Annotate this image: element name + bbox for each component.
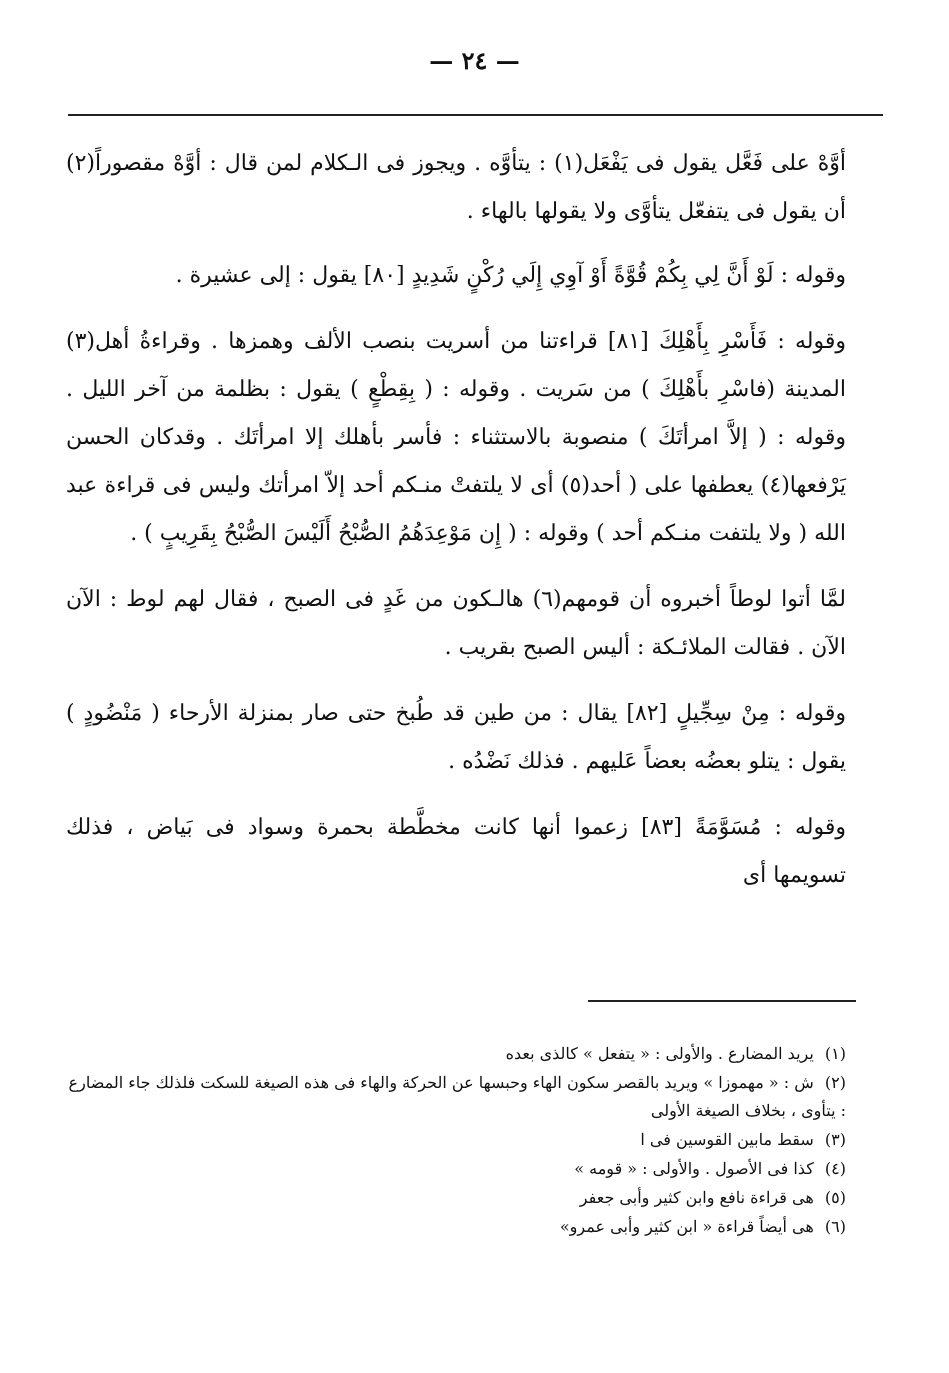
footnote-text: يريد المضارع . والأولى : « يتفعل » كالذى بعده	[505, 1044, 814, 1063]
footnote-text: ش : « مهموزا » ويريد بالقصر سكون الهاء وحبسها عن الحركة والهاء فى هذه الصيغة للسكت فلذلك جاء المضارع : يتأوى ، بخلاف الصيغة الأولى	[68, 1073, 846, 1120]
footnote-number: (٦)	[824, 1217, 846, 1236]
footnote	[66, 1040, 846, 1068]
paragraph: وقوله : مُسَوَّمَةً [٨٣] زعموا أنها كانت مخطَّطة بحمرة وسواد فى بَياض ، فذلك تسويمها أى	[66, 815, 846, 888]
footnote	[66, 1184, 846, 1212]
footnote-divider	[588, 1000, 856, 1002]
footnotes	[66, 1040, 846, 1242]
footnote-text: هى قراءة نافع وابن كثير وأبى جعفر	[579, 1188, 814, 1207]
page-number: — ٢٤ —	[429, 46, 520, 75]
footnote-number: (٤)	[824, 1159, 846, 1178]
main-text	[66, 140, 846, 918]
header-divider	[68, 114, 883, 116]
footnote	[66, 1213, 846, 1241]
footnote-number: (١)	[824, 1044, 846, 1063]
paragraph: وقوله : لَوْ أَنَّ لِي بِكُمْ قُوَّةً أَوْ آوِي إِلَي رُكْنٍ شَدِيدٍ [٨٠] يقول : إلى عشيرة .	[175, 263, 846, 288]
footnote-text: سقط مابين القوسين فى ا	[640, 1130, 814, 1149]
paragraph: أوَّهْ على فَعَّل يقول فى يَفْعَل(١) : يتأوَّه . ويجوز فى الـكلام لمن قال : أوَّهْ مقصوراً(٢) أن يقول فى يتفعّل يتأوَّى ولا يقولها بالهاء .	[66, 151, 846, 224]
footnote-text: كذا فى الأصول . والأولى : « قومه »	[574, 1159, 814, 1178]
footnote-number: (٣)	[824, 1130, 846, 1149]
footnote-number: (٢)	[824, 1073, 846, 1092]
paragraph: وقوله : فَأَسْرِ بِأَهْلِكَ [٨١] قراءتنا من أسريت بنصب الألف وهمزها . وقراءةُ أهل(٣) المدينة (فاسْرِ بأَهْلِكَ ) من سَريت . وقوله : ( بِقِطْعٍ ) يقول : بظلمة من آخر الليل . وقوله : ( إلاَّ امرأتَكَ ) منصوبة بالاستثناء : فأسر بأهلك إلا امرأتَك . وقدكان الحسن يَرْفعها(٤) يعطفها على ( أحد(٥) أى لا يلتفتْ منـكم أحد إلاّ امرأتك وليس فى قراءة عبد الله ( ولا يلتفت منـكم أحد ) وقوله : ( إِن مَوْعِدَهُمُ الصُّبْحُ أَلَيْسَ الصُّبْحُ بِقَرِيبٍ ) .	[66, 329, 847, 546]
footnote-text: هى أيضاً قراءة « ابن كثير وأبى عمرو»	[559, 1217, 814, 1236]
footnote	[66, 1126, 846, 1154]
footnote	[66, 1069, 846, 1125]
footnote-number: (٥)	[824, 1188, 846, 1207]
footnote	[66, 1155, 846, 1183]
paragraph: وقوله : مِنْ سِجِّيلٍ [٨٢] يقال : من طين قد طُبخ حتى صار بمنزلة الأرحاء ( مَنْضُودٍ ) يقول : يتلو بعضُه بعضاً عَليهم . فذلك نَضْدُه .	[66, 701, 846, 774]
paragraph: لمَّا أتوا لوطاً أخبروه أن قومهم(٦) هالـكون من غَدٍ فى الصبح ، فقال لهم لوط : الآن الآن . فقالت الملائـكة : أليس الصبح بقريب .	[66, 587, 846, 660]
